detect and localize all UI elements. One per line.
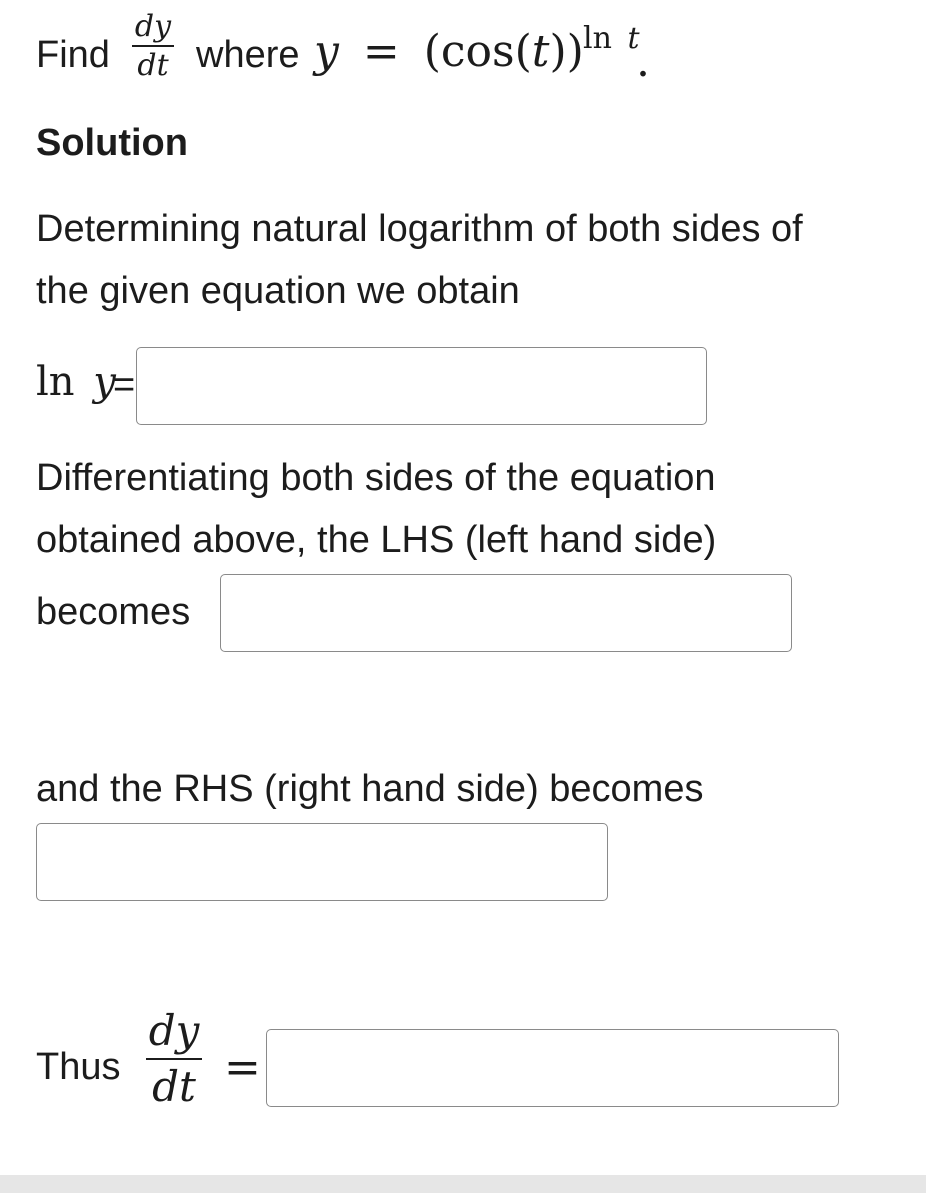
dydt-answer-input[interactable] [266, 1029, 839, 1107]
diff-text-line-3: becomes [36, 591, 191, 633]
question-equation [314, 26, 584, 77]
question-derivative-fraction [132, 9, 174, 83]
diff-text-line-1: Differentiating both sides of the equation [36, 457, 716, 499]
question-fraction-bar [132, 45, 174, 47]
question-rhs-close: )) [549, 26, 584, 77]
ln-y-label [36, 359, 116, 405]
ln-y-equals: = [113, 364, 136, 406]
thus-fraction-denominator: dt [152, 1062, 196, 1111]
intro-text-line-2: the given equation we obtain [36, 270, 520, 312]
question-where-word: where [196, 34, 300, 76]
rhs-answer-input[interactable] [36, 823, 608, 901]
question-exponent-ln: ln [583, 21, 612, 56]
thus-fraction-bar [146, 1058, 202, 1060]
question-rhs-t: t [531, 26, 550, 77]
intro-text-line-1: Determining natural logarithm of both sides of [36, 208, 803, 250]
question-exponent [583, 21, 640, 56]
thus-word: Thus [36, 1046, 121, 1088]
question-fraction-denominator: dt [137, 48, 169, 83]
question-period: . [636, 36, 650, 87]
thus-equals-sign: = [224, 1042, 261, 1093]
ln-y-variable: y [93, 359, 116, 405]
bottom-divider [0, 1175, 926, 1193]
ln-label: ln [36, 359, 75, 405]
question-find-word: Find [36, 34, 110, 76]
solution-heading: Solution [36, 122, 188, 164]
diff-text-line-2: obtained above, the LHS (left hand side) [36, 519, 717, 561]
question-exponent-t: t [627, 21, 640, 56]
question-rhs-base: (cos( [423, 26, 532, 77]
thus-fraction-numerator: dy [148, 1006, 200, 1055]
ln-y-answer-input[interactable] [136, 347, 707, 425]
question-fraction-numerator: dy [134, 9, 172, 44]
rhs-text: and the RHS (right hand side) becomes [36, 768, 704, 810]
question-equals-sign: = [362, 26, 400, 77]
lhs-answer-input[interactable] [220, 574, 792, 652]
question-y-variable: y [314, 26, 339, 77]
thus-derivative-fraction [146, 1006, 202, 1111]
